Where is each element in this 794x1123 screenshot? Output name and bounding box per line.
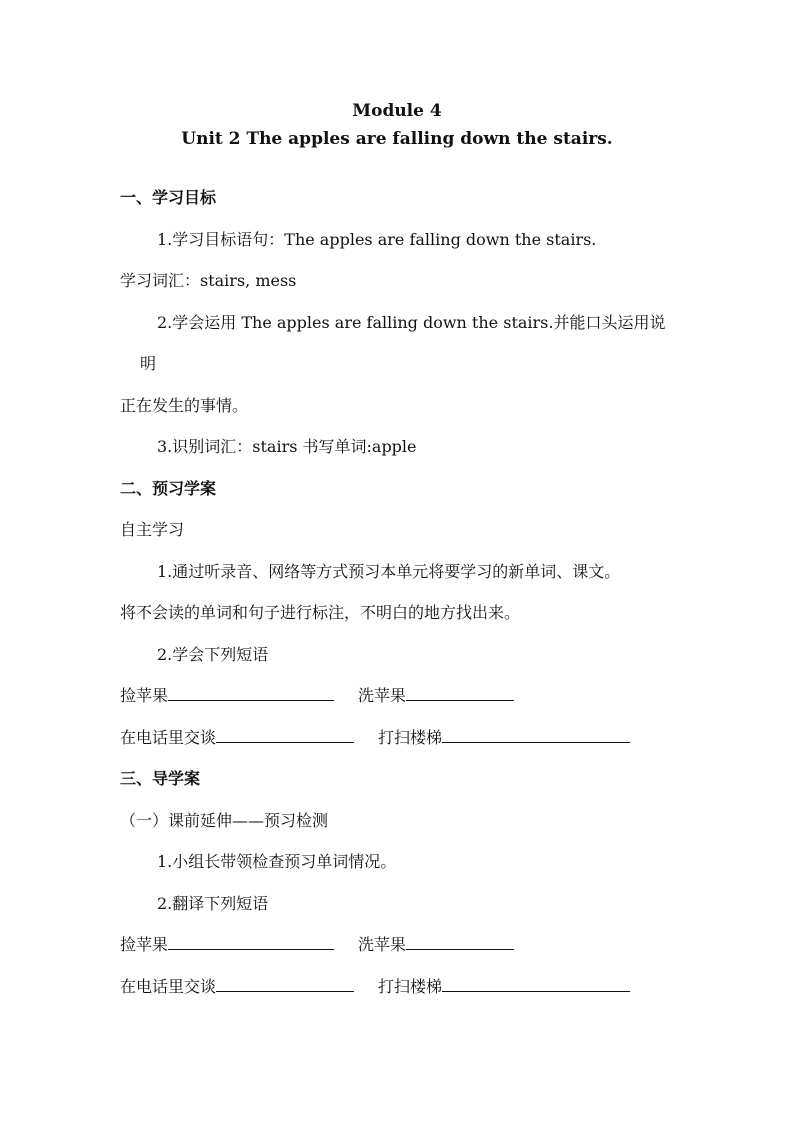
self-study-item-2: 2.学会下列短语 xyxy=(157,645,269,664)
answer-blank[interactable] xyxy=(168,685,334,701)
answer-blank[interactable] xyxy=(216,727,354,743)
module-title: Module 4 xyxy=(352,101,442,121)
phrase-row-1b xyxy=(358,685,514,707)
section2-subheading: 自主学习 xyxy=(120,520,185,539)
goal-2-line3: 正在发生的事情。 xyxy=(120,396,249,415)
phrase-row-2 xyxy=(120,727,354,749)
answer-blank[interactable] xyxy=(406,934,514,950)
goal-3: 3.识别词汇：stairs 书写单词:apple xyxy=(157,437,417,456)
goal-2-line2: 明 xyxy=(140,354,157,373)
phrase-sweep-stairs: 打扫楼梯 xyxy=(378,977,443,996)
phrase-row-2b xyxy=(378,727,630,749)
section2-heading: 二、预习学案 xyxy=(120,479,217,498)
phrase-row-3b xyxy=(358,934,514,956)
answer-blank[interactable] xyxy=(442,727,630,743)
answer-blank[interactable] xyxy=(216,976,354,992)
phrase-row-4b xyxy=(378,976,630,998)
goal-1: 1.学习目标语句：The apples are falling down the stairs. xyxy=(157,230,597,249)
self-study-item-1-line1: 1.通过听录音、网络等方式预习本单元将要学习的新单词、课文。 xyxy=(157,562,621,581)
section1-heading: 一、学习目标 xyxy=(120,188,217,207)
goal-2-line1: 2.学会运用 The apples are falling down the stairs.并能口头运用说 xyxy=(157,313,666,332)
phrase-talk-on-phone: 在电话里交谈 xyxy=(120,977,217,996)
section3-part1: （一）课前延伸——预习检测 xyxy=(120,811,329,830)
vocab-line: 学习词汇：stairs, mess xyxy=(120,271,297,290)
self-study-item-1-line2: 将不会读的单词和句子进行标注，不明白的地方找出来。 xyxy=(120,603,521,622)
guide-item-2: 2.翻译下列短语 xyxy=(157,894,269,913)
section3-heading: 三、导学案 xyxy=(120,769,201,788)
unit-title: Unit 2 The apples are falling down the stairs. xyxy=(181,129,613,149)
phrase-sweep-stairs: 打扫楼梯 xyxy=(378,728,443,747)
phrase-row-1 xyxy=(120,685,334,707)
phrase-wash-apples: 洗苹果 xyxy=(358,686,407,705)
answer-blank[interactable] xyxy=(406,685,514,701)
phrase-row-3 xyxy=(120,934,334,956)
phrase-row-4 xyxy=(120,976,354,998)
answer-blank[interactable] xyxy=(168,934,334,950)
guide-item-1: 1.小组长带领检查预习单词情况。 xyxy=(157,852,397,871)
phrase-pick-apples: 捡苹果 xyxy=(120,686,169,705)
phrase-talk-on-phone: 在电话里交谈 xyxy=(120,728,217,747)
phrase-wash-apples: 洗苹果 xyxy=(358,935,407,954)
phrase-pick-apples: 捡苹果 xyxy=(120,935,169,954)
answer-blank[interactable] xyxy=(442,976,630,992)
